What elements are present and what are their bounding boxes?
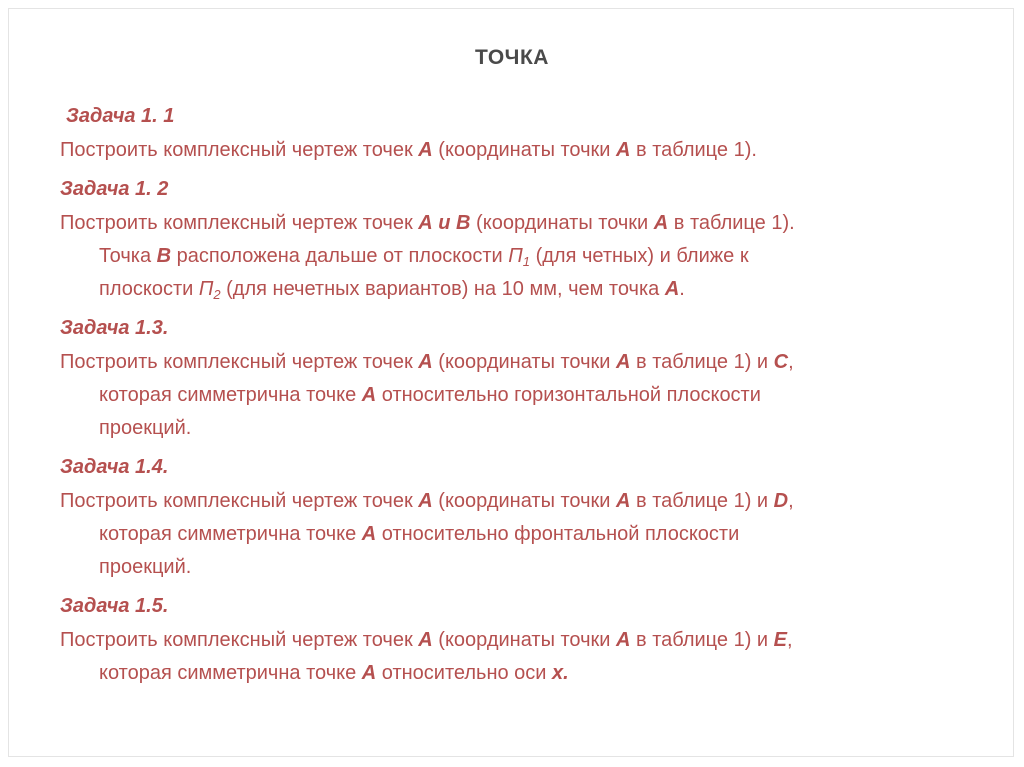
task-heading-1-1: Задача 1. 1 [66,105,175,127]
task-text-1-4: Построить комплексный чертеж точек А (координаты точки А в таблице 1) и D, которая симметрична точке А относительно фронтальной плоскости проекций. [60,485,960,584]
task-heading-1-4: Задача 1.4. [60,456,169,478]
task-text-1-3: Построить комплексный чертеж точек А (координаты точки А в таблице 1) и С, которая симметрична точке А относительно горизонтальной плоскости проекций. [60,346,960,445]
task-text-line: которая симметрична точке А относительно горизонтальной плоскости [99,384,761,406]
task-text-1-5: Построить комплексный чертеж точек А (координаты точки А в таблице 1) и Е, которая симметрична точке А относительно оси х. [60,624,960,690]
task-text-line: плоскости $П_2$ (для нечетных вариантов) на 10 мм, чем точка А. [99,278,685,302]
task-text-line: Точка В расположена дальше от плоскости $П_1$ (для четных) и ближе к [99,245,749,269]
task-list [60,100,960,690]
page-title: ТОЧКА [475,46,549,69]
task-text-1-1: Построить комплексный чертеж точек А (координаты точки А в таблице 1). [60,139,757,161]
task-text-line: которая симметрична точке А относительно оси х. [99,662,569,684]
task-text-1-2: Построить комплексный чертеж точек А и В (координаты точки А в таблице 1). Точка В расположена дальше от плоскости $П_1$ (для четных) и ближе к плоскости $П_2$ (для нечетных вариантов) на 10 мм, чем точка А. [60,207,960,306]
task-text-line: проекций. [99,556,192,578]
task-heading-1-3: Задача 1.3. [60,317,169,339]
task-heading-1-2: Задача 1. 2 [60,178,169,200]
task-heading-1-5: Задача 1.5. [60,595,169,617]
task-text-line: проекций. [99,417,192,439]
task-text-line: которая симметрична точке А относительно фронтальной плоскости [99,523,740,545]
